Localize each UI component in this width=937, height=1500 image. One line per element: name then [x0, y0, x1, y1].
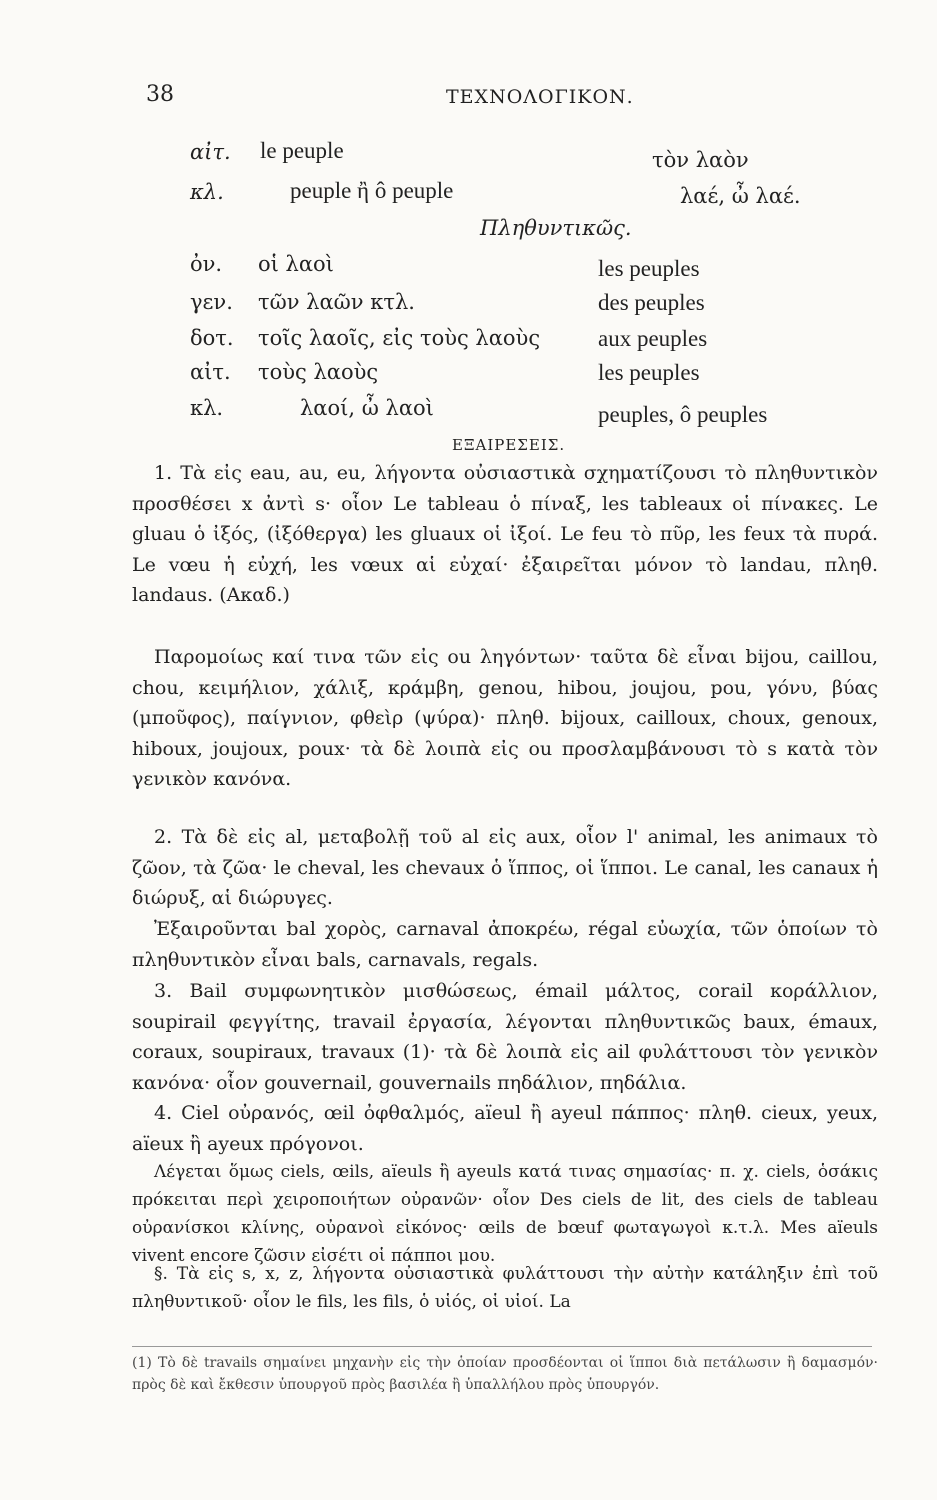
- plural-greek: λαοί, ὦ λαοὶ: [300, 396, 434, 420]
- footnote: (1) Τὸ δὲ travails σημαίνει μηχανὴν εἰς τὴν ὁποίαν προσδέονται οἱ ἵπποι διὰ πετάλωσιν ἢ δαμασμόν· πρὸς δὲ καὶ ἔκθεσιν ὑπουργοῦ πρὸς βασιλέα ἢ ὑπαλλήλου πρὸς ὑπουργόν.: [132, 1355, 878, 1393]
- plural-french: peuples, ô peuples: [598, 402, 768, 427]
- running-title: ΤΕΧΝΟΛΟΓΙΚΟΝ.: [446, 86, 634, 108]
- plural-case: δοτ.: [190, 326, 234, 350]
- paragraph: 3. Bail συμφωνητικὸν μισθώσεως, émail μάλτος, corail κοράλλιον, soupirail φεγγίτης, travail ἐργασία, λέγονται πληθυντικῶς baux, émaux, coraux, soupiraux, travaux (1)· τὰ δὲ λοιπὰ εἰς ail φυλάττουσι τὸν γενικὸν κανόνα· οἷον gouvernail, gouvernails πηδάλιον, πηδάλια.: [132, 980, 878, 1094]
- singular-row: [190, 140, 231, 164]
- plural-greek: οἱ λαοὶ: [258, 252, 334, 276]
- plural-greek: τοῖς λαοῖς, εἰς τοὺς λαοὺς: [258, 326, 541, 350]
- paragraph: Παρομοίως καί τινα τῶν εἰς ou ληγόντων· ταῦτα δὲ εἶναι bijou, caillou, chou, κειμήλιον, χάλιξ, κράμβη, genou, hibou, joujou, pou, γόνυ, βύας (μποῦφος), παίγνιον, φθεὶρ (ψύρα)· πληθ. bijoux, cailloux, choux, genoux, hiboux, joujoux, poux· τὰ δὲ λοιπὰ εἰς ou προσλαμβάνουσι τὸ s κατὰ τὸν γενικὸν κανόνα.: [132, 646, 878, 790]
- case-label: αἰτ.: [190, 140, 231, 164]
- case-label: κλ.: [190, 180, 224, 204]
- plural-case: αἰτ.: [190, 360, 231, 384]
- plural-case: γεν.: [190, 290, 233, 314]
- plural-french: aux peuples: [598, 326, 708, 351]
- plural-case: ὀν.: [190, 252, 223, 276]
- singular-greek: λαέ, ὦ λαέ.: [680, 184, 801, 208]
- plural-french: des peuples: [598, 290, 705, 315]
- plural-greek: τοὺς λαοὺς: [258, 360, 379, 384]
- plural-greek: τῶν λαῶν κτλ.: [258, 290, 415, 314]
- page-number: 38: [146, 82, 174, 107]
- plural-case: κλ.: [190, 396, 224, 420]
- plural-heading: Πληθυντικῶς.: [480, 216, 632, 240]
- exceptions-heading: ΕΞΑΙΡΕΣΕΙΣ.: [452, 436, 566, 454]
- plural-french: les peuples: [598, 256, 700, 281]
- singular-greek: τὸν λαὸν: [652, 148, 749, 172]
- paragraph: 2. Τὰ δὲ εἰς al, μεταβολῇ τοῦ al εἰς aux, οἷον l' animal, les animaux τὸ ζῶον, τὰ ζῶα· le cheval, les chevaux ὁ ἵππος, οἱ ἵπποι. Le canal, les canaux ἡ διώρυξ, αἱ διώρυγες.: [132, 826, 878, 909]
- paragraph: Ἐξαιροῦνται bal χορὸς, carnaval ἀποκρέω, régal εὐωχία, τῶν ὁποίων τὸ πληθυντικὸν εἶναι bals, carnavals, regals.: [132, 918, 878, 971]
- singular-french: le peuple: [260, 138, 344, 163]
- singular-row: [190, 180, 224, 204]
- paragraph: Λέγεται ὅμως ciels, œils, aïeuls ἢ ayeuls κατά τινας σημασίας· π. χ. ciels, ὁσάκις πρόκειται περὶ χειροποιήτων οὐρανῶν· οἷον Des ciels de lit, des ciels de tableau οὐρανίσκοι κλίνης, οὐρανοὶ εἰκόνος· œils de bœuf φωταγωγοὶ κ.τ.λ. Mes aïeuls vivent encore ζῶσιν εἰσέτι οἱ πάπποι μου.: [132, 1162, 878, 1266]
- singular-french: peuple ἢ ô peuple: [290, 178, 454, 203]
- footnote-rule: [132, 1346, 872, 1347]
- paragraph: 4. Ciel οὐρανός, œil ὀφθαλμός, aïeul ἢ ayeul πάππος· πληθ. cieux, yeux, aïeux ἢ ayeux πρόγονοι.: [132, 1102, 878, 1155]
- plural-french: les peuples: [598, 360, 700, 385]
- paragraph: §. Τὰ εἰς s, x, z, λήγοντα οὐσιαστικὰ φυλάττουσι τὴν αὐτὴν κατάληξιν ἐπὶ τοῦ πληθυντικοῦ· οἷον le fils, les fils, ὁ υἱός, οἱ υἱοί. La: [132, 1264, 878, 1312]
- running-head: [146, 82, 876, 112]
- paragraph: 1. Τὰ εἰς eau, au, eu, λήγοντα οὐσιαστικὰ σχηματίζουσι τὸ πληθυντικὸν προσθέσει x ἀντὶ s· οἷον Le tableau ὁ πίναξ, les tableaux οἱ πίνακες. Le gluau ὁ ἰξός, (ἰξόθεργα) les gluaux οἱ ἰξοί. Le feu τὸ πῦρ, les feux τὰ πυρά. Le vœu ἡ εὐχή, les vœux αἱ εὐχαί· ἐξαιρεῖται μόνον τὸ landau, πληθ. landaus. (Ακαδ.): [132, 462, 878, 606]
